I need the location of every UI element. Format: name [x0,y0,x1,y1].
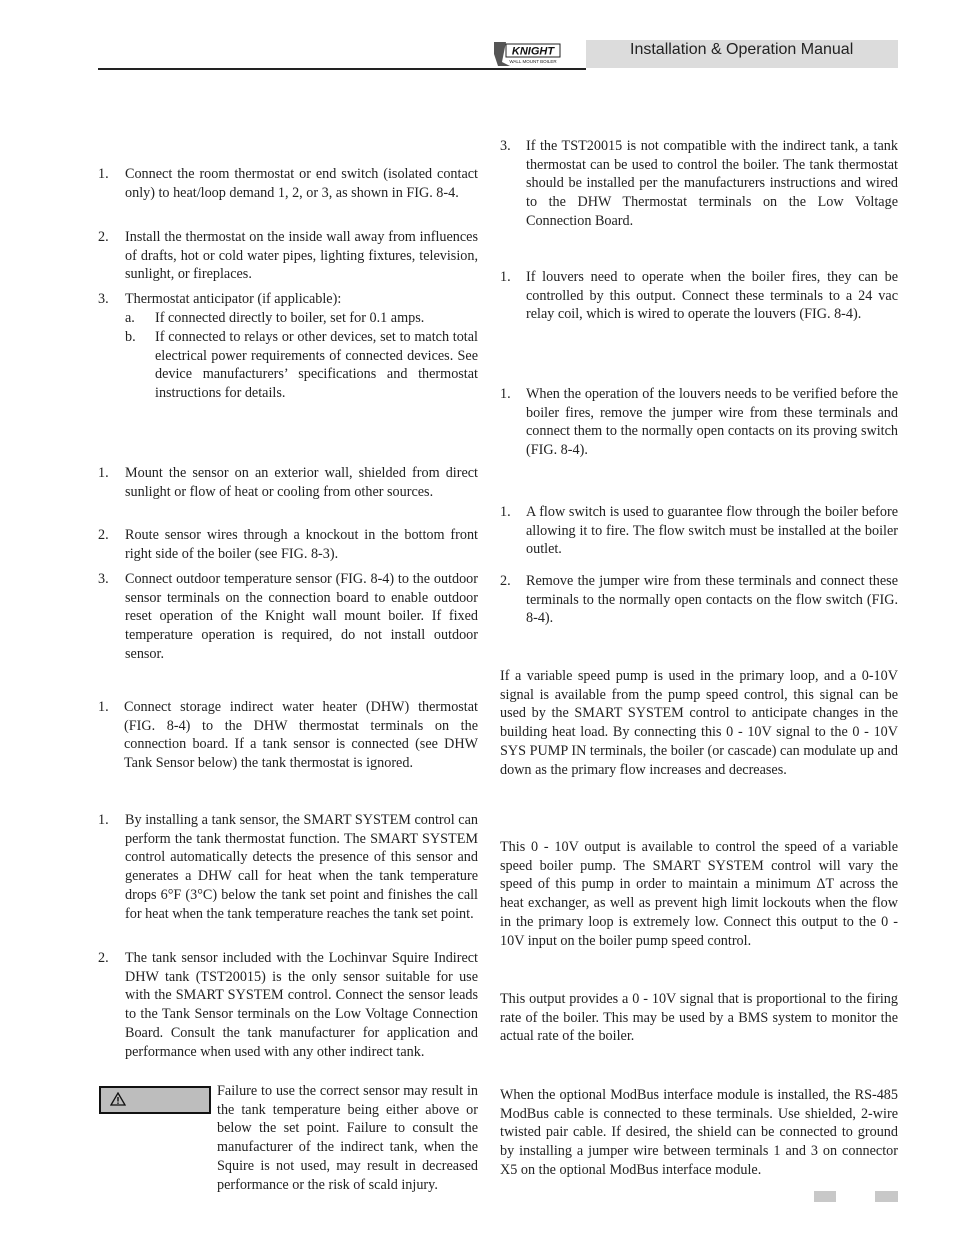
item-text: If the TST20015 is not compatible with the indirect tank, a tank thermostat can be used to control the boiler. The tank thermostat should be installed per the manufacturers instructions and wired to the DHW Thermostat terminals on the Low Voltage Connection Board. [526,138,898,229]
item-number: 1. [98,812,109,828]
item-number: 1. [500,386,511,402]
item-number: 3. [500,138,511,154]
boiler-pump-out-paragraph: This 0 - 10V output is available to control the speed of a variable speed boiler pump. The SMART SYSTEM control will vary the speed of this pump in order to maintain a minimum ΔT across the heat exchanger, as well as prevent high limit lockouts when the flow in the primary loop is extremely low. Connect this output to the 0 - 10V input on the boiler pump speed control. [500,839,898,949]
item-text: When the operation of the louvers needs to be verified before the boiler fires, remove the jumper wire from these terminals and connect them to the normally open contacts on its proving switch (FIG. 8-4). [526,386,898,459]
logo-subtext: WALL MOUNT BOILER [509,59,557,64]
warning-triangle-icon [110,1092,126,1106]
logo-text: KNIGHT [511,45,555,58]
item-number: 3. [98,291,109,307]
item-number: 2. [98,527,109,543]
item-number: 1. [98,166,109,182]
item-letter: b. [125,329,136,345]
item-number: 1. [500,504,511,520]
item-text: By installing a tank sensor, the SMART SYSTEM control can perform the tank thermostat function. The SMART SYSTEM control automatically detects the presence of this sensor and generates a DHW call for heat when the tank temperature drops 6°F (3°C) below the tank set point and finishes the call for heat when the tank temperature reaches the tank set point. [125,812,478,922]
item-text: Connect outdoor temperature sensor (FIG. 8-4) to the outdoor sensor terminals on the connection board to enable outdoor reset operation of the Knight wall mount boiler. If fixed temperature operation is required, do not install outdoor sensor. [125,571,478,662]
footer-tab-left [814,1191,836,1202]
item-number: 2. [98,950,109,966]
item-number: 1. [98,465,109,481]
item-number: 1. [98,699,109,715]
item-text: Route sensor wires through a knockout in the bottom front right side of the boiler (see FIG. 8-3). [125,527,478,562]
item-text: If louvers need to operate when the boiler fires, they can be controlled by this output. Connect these terminals to a 24 vac relay coil, which is wired to operate the louvers (FIG. 8-4). [526,269,898,323]
item-text: If connected to relays or other devices, set to match total electrical power requirements of connected devices. See device manufacturers’ specifications and thermostat instructions for details. [155,329,478,402]
left-column [98,0,478,1235]
warning-text: Failure to use the correct sensor may result in the tank temperature being either above or below the set point. Failure to consult the manufacturer of the indirect tank, when the Squire is not used, may result in decreased performance or the risk of scald injury. [217,1083,478,1193]
item-letter: a. [125,310,135,326]
item-number: 3. [98,571,109,587]
item-text: Thermostat anticipator (if applicable): [125,291,342,307]
item-number: 2. [98,229,109,245]
item-number: 2. [500,573,511,589]
item-number: 1. [500,269,511,285]
item-text: If connected directly to boiler, set for 0.1 amps. [155,310,425,326]
item-text: Install the thermostat on the inside wall away from influences of drafts, hot or cold water pipes, lighting fixtures, television, sunlight, or fireplaces. [125,229,478,283]
item-text: Connect the room thermostat or end switch (isolated contact only) to heat/loop demand 1, 2, or 3, as shown in FIG. 8-4. [125,166,478,201]
rate-out-paragraph: This output provides a 0 - 10V signal that is proportional to the firing rate of the boiler. This may be used by a BMS system to monitor the actual rate of the boiler. [500,991,898,1045]
item-text: The tank sensor included with the Lochinvar Squire Indirect DHW tank (TST20015) is the only sensor suitable for use with the SMART SYSTEM control. Connect the sensor leads to the Tank Sensor terminals on the Low Voltage Connection Board. Consult the tank manufacturer for application and performance when used with any other indirect tank. [125,950,478,1060]
item-text: Mount the sensor on an exterior wall, shielded from direct sunlight or flow of heat or cooling from other sources. [125,465,478,500]
modbus-paragraph: When the optional ModBus interface module is installed, the RS-485 ModBus cable is connected to these terminals. Use shielded, 2-wire twisted pair cable. If desired, the shield can be connected to ground by installing a jumper wire between terminals 1 and 3 on connector X5 on the optional ModBus interface module. [500,1087,898,1178]
manual-title: Installation & Operation Manual [630,41,854,58]
item-text: Connect storage indirect water heater (DHW) thermostat (FIG. 8-4) to the DHW thermostat terminals on the connection board. If a tank sensor is connected (see DHW Tank Sensor below) the tank thermostat is ignored. [124,699,478,772]
item-text: Remove the jumper wire from these terminals and connect these terminals to the normally open contacts on the flow switch (FIG. 8-4). [526,573,898,627]
warning-box [99,1086,211,1114]
footer-tab-right [875,1191,898,1202]
right-column [500,0,898,1235]
sys-pump-in-paragraph: If a variable speed pump is used in the primary loop, and a 0-10V signal is available from the pump speed control, this signal can be used by the SMART SYSTEM control to anticipate changes in the building heat load. By connecting this 0 - 10V signal to the 0 - 10V SYS PUMP IN terminals, the boiler (or cascade) can modulate up and down as the primary flow increases and decreases. [500,668,898,778]
item-text: A flow switch is used to guarantee flow through the boiler before allowing it to fire. The flow switch must be installed at the boiler outlet. [526,504,898,558]
